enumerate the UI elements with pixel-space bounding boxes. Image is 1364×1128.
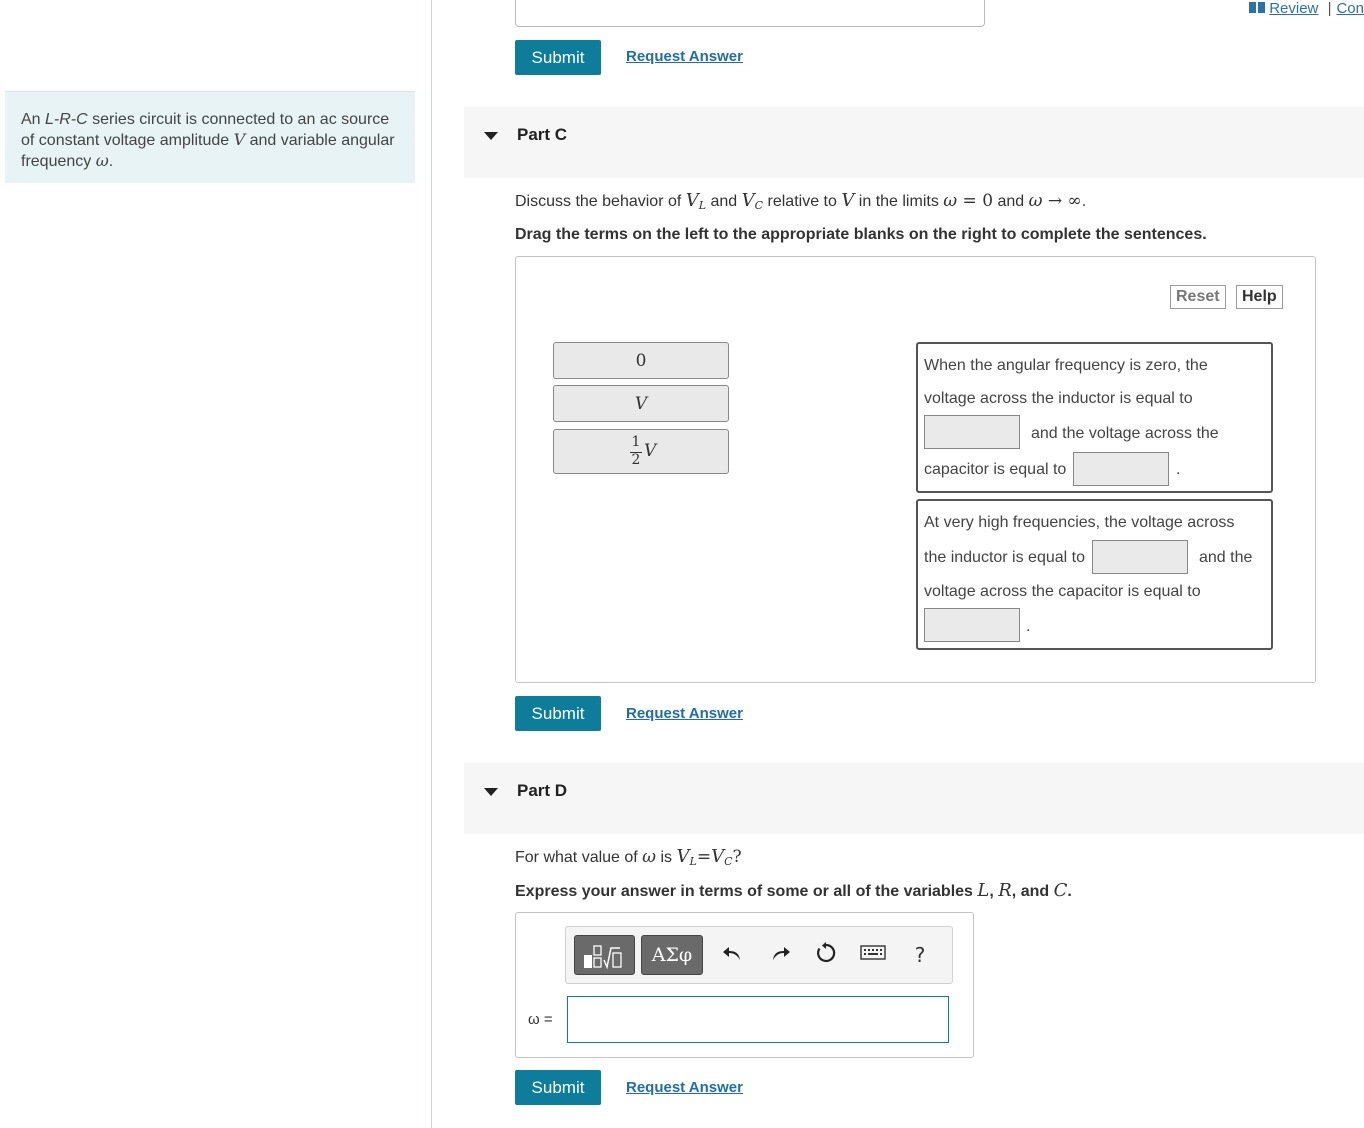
part-c-header[interactable]	[464, 107, 1364, 178]
part-d-submit-button[interactable]: Submit	[515, 1070, 601, 1105]
context-text: and variable angular frequency	[21, 132, 395, 170]
sub-c: C	[754, 199, 764, 212]
omega-label: ω =	[528, 1011, 553, 1028]
sentence-text: and the	[1199, 549, 1253, 566]
var-vc: V	[711, 846, 725, 867]
sentence-text: voltage across the capacitor is equal to	[924, 583, 1201, 600]
part-d-header[interactable]	[464, 763, 1364, 834]
q-text: and	[993, 193, 1029, 210]
q-text: ?	[732, 847, 742, 867]
instr-text: ,	[989, 883, 999, 900]
reset-icon[interactable]	[812, 941, 840, 969]
var-omega: ω	[1028, 191, 1043, 211]
drag-term-v[interactable]	[553, 385, 729, 422]
term-label: 0	[635, 351, 647, 371]
redo-icon[interactable]	[767, 941, 795, 969]
undo-icon[interactable]	[718, 941, 746, 969]
q-text: For what value of	[515, 849, 643, 866]
arrow-infinity: → ∞	[1042, 191, 1082, 211]
sub-l: L	[689, 855, 697, 868]
context-text: .	[108, 153, 114, 170]
sentence-text: the inductor is equal to	[924, 549, 1085, 566]
context-var-v: V	[233, 130, 246, 149]
part-d-title: Part D	[517, 781, 568, 800]
context-circuit-type: L-R-C	[45, 111, 88, 128]
instr-text: .	[1067, 883, 1072, 900]
instr-text: Express your answer in terms of some or all of the variables	[515, 883, 978, 900]
collapse-triangle-icon[interactable]	[484, 788, 498, 796]
sentence-box-zero-frequency	[916, 342, 1273, 493]
part-c-instruction: Drag the terms on the left to the appropriate blanks on the right to complete the sentences.	[515, 226, 1207, 243]
part-c-request-answer-link[interactable]: Request Answer	[626, 705, 743, 722]
panel-divider	[431, 0, 432, 1128]
book-icon	[1249, 0, 1265, 11]
blank-capacitor-high[interactable]	[924, 608, 1020, 642]
q-text: Discuss the behavior of	[515, 193, 686, 210]
templates-icon	[575, 936, 634, 974]
context-var-omega: ω	[95, 151, 109, 170]
var-vc: V	[741, 190, 755, 211]
sentence-box-high-frequency	[916, 499, 1273, 650]
var-c: C	[1053, 880, 1068, 901]
problem-context	[5, 91, 415, 183]
part-b-answer-input[interactable]	[515, 0, 985, 27]
templates-button[interactable]	[574, 935, 635, 975]
var-omega: ω	[642, 847, 657, 867]
sentence-text: .	[1176, 461, 1181, 478]
part-d-question	[515, 846, 742, 868]
help-button[interactable]: Help	[1236, 285, 1283, 309]
q-text: in the limits	[854, 193, 944, 210]
reset-button[interactable]: Reset	[1170, 285, 1226, 309]
sub-l: L	[698, 199, 707, 212]
part-d-request-answer-link[interactable]: Request Answer	[626, 1079, 743, 1096]
collapse-triangle-icon[interactable]	[484, 132, 498, 140]
math-toolbar	[565, 926, 953, 984]
sentence-text: and the voltage across the	[1031, 425, 1219, 442]
sentence-text: At very high frequencies, the voltage across	[924, 514, 1235, 531]
part-c-question	[515, 190, 1086, 212]
eq-zero: = 0	[957, 191, 994, 211]
context-text: An	[21, 111, 46, 128]
help-icon[interactable]: ?	[914, 943, 926, 967]
q-text: and	[706, 193, 742, 210]
part-d-instruction	[515, 880, 1072, 901]
q-text: is	[656, 849, 677, 866]
var-omega: ω	[943, 191, 958, 211]
sentence-text: .	[1026, 618, 1031, 635]
part-b-request-answer-link[interactable]: Request Answer	[626, 48, 743, 65]
var-vl: V	[685, 190, 699, 211]
constants-link[interactable]: Con	[1336, 0, 1364, 17]
var-vl: V	[676, 846, 690, 867]
sentence-text: When the angular frequency is zero, the	[924, 357, 1208, 374]
review-links	[1249, 0, 1364, 17]
part-c-submit-button[interactable]: Submit	[515, 696, 601, 731]
drag-term-half-v[interactable]	[553, 429, 729, 474]
greek-symbols-button[interactable]: ΑΣφ	[641, 935, 703, 975]
part-d-answer-input[interactable]	[567, 996, 949, 1043]
blank-inductor-zero[interactable]	[924, 415, 1020, 449]
fraction-denominator: 2	[631, 452, 641, 468]
part-b-submit-button[interactable]: Submit	[515, 40, 601, 75]
term-label: V	[644, 441, 657, 461]
separator: |	[1327, 0, 1332, 17]
var-r: R	[998, 880, 1012, 901]
equals-sign: =	[696, 847, 712, 867]
blank-capacitor-zero[interactable]	[1073, 452, 1169, 486]
q-text: .	[1081, 193, 1087, 210]
fraction-numerator: 1	[631, 434, 641, 450]
var-v: V	[841, 190, 855, 211]
sentence-text: capacitor is equal to	[924, 461, 1067, 478]
sentence-text: voltage across the inductor is equal to	[924, 390, 1193, 407]
blank-inductor-high[interactable]	[1092, 540, 1188, 574]
keyboard-icon[interactable]	[859, 942, 887, 970]
review-link[interactable]: Review	[1269, 0, 1319, 17]
term-label: V	[634, 394, 648, 414]
drag-term-zero[interactable]	[553, 342, 729, 379]
var-l: L	[977, 880, 990, 901]
sub-c: C	[724, 855, 733, 868]
q-text: relative to	[763, 193, 842, 210]
context-text: series circuit is connected to an ac source of constant voltage amplitude	[21, 111, 390, 149]
instr-text: , and	[1011, 883, 1054, 900]
part-c-title: Part C	[517, 125, 568, 144]
